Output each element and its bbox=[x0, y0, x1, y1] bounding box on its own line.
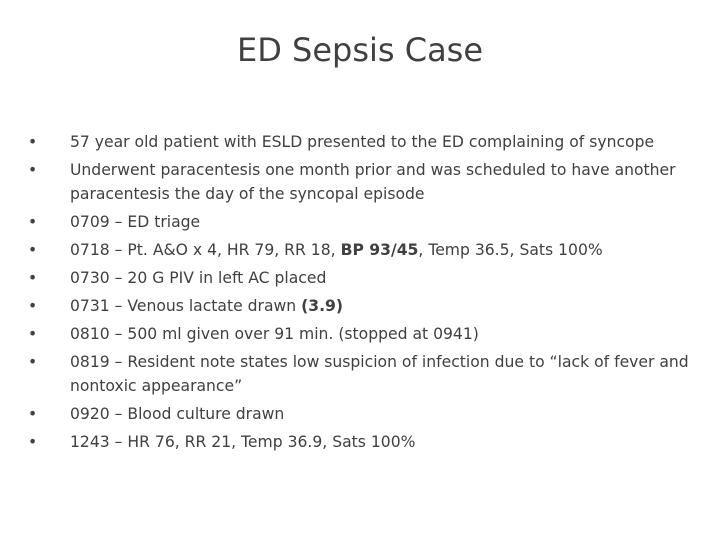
bullet-text: Underwent paracentesis one month prior and was scheduled to have another paracentesis the day of the syncopal episode bbox=[70, 161, 676, 203]
bullet-item bbox=[28, 350, 696, 398]
bullet-text: 1243 – HR 76, RR 21, Temp 36.9, Sats 100% bbox=[70, 433, 416, 451]
bullet-text: , Temp 36.5, Sats 100% bbox=[418, 241, 603, 259]
bullet-text: 0920 – Blood culture drawn bbox=[70, 405, 285, 423]
bullet-dot-icon: • bbox=[28, 325, 38, 343]
bullet-dot-icon: • bbox=[28, 433, 38, 451]
bullet-item bbox=[28, 430, 696, 454]
bullet-text-bold: (3.9) bbox=[301, 297, 343, 315]
slide-title: ED Sepsis Case bbox=[236, 31, 484, 69]
bullet-item bbox=[28, 130, 696, 154]
bullet-dot-icon: • bbox=[28, 213, 38, 231]
bullet-item bbox=[28, 210, 696, 234]
bullet-dot-icon: • bbox=[28, 353, 38, 371]
bullet-text: 0819 – Resident note states low suspicion of infection due to “lack of fever and nontoxic appearance” bbox=[70, 353, 689, 395]
bullet-text: 0731 – Venous lactate drawn bbox=[70, 297, 302, 315]
bullet-item bbox=[28, 294, 696, 318]
bullet-dot-icon: • bbox=[28, 241, 38, 259]
bullet-text: 0810 – 500 ml given over 91 min. (stopped at 0941) bbox=[70, 325, 479, 343]
bullet-text-bold: BP 93/45 bbox=[340, 241, 419, 259]
bullet-item bbox=[28, 238, 696, 262]
bullet-item bbox=[28, 158, 696, 206]
bullet-item bbox=[28, 322, 696, 346]
bullet-dot-icon: • bbox=[28, 269, 38, 287]
bullet-text: 57 year old patient with ESLD presented to the ED complaining of syncope bbox=[70, 133, 655, 151]
bullet-dot-icon: • bbox=[28, 133, 38, 151]
bullet-text: 0718 – Pt. A&O x 4, HR 79, RR 18, bbox=[70, 241, 341, 259]
bullet-item bbox=[28, 402, 696, 426]
bullet-text: 0709 – ED triage bbox=[70, 213, 201, 231]
bullet-item bbox=[28, 266, 696, 290]
bullet-dot-icon: • bbox=[28, 297, 38, 315]
bullet-list bbox=[28, 130, 696, 458]
bullet-text: 0730 – 20 G PIV in left AC placed bbox=[70, 269, 327, 287]
bullet-dot-icon: • bbox=[28, 405, 38, 423]
bullet-dot-icon: • bbox=[28, 161, 38, 179]
